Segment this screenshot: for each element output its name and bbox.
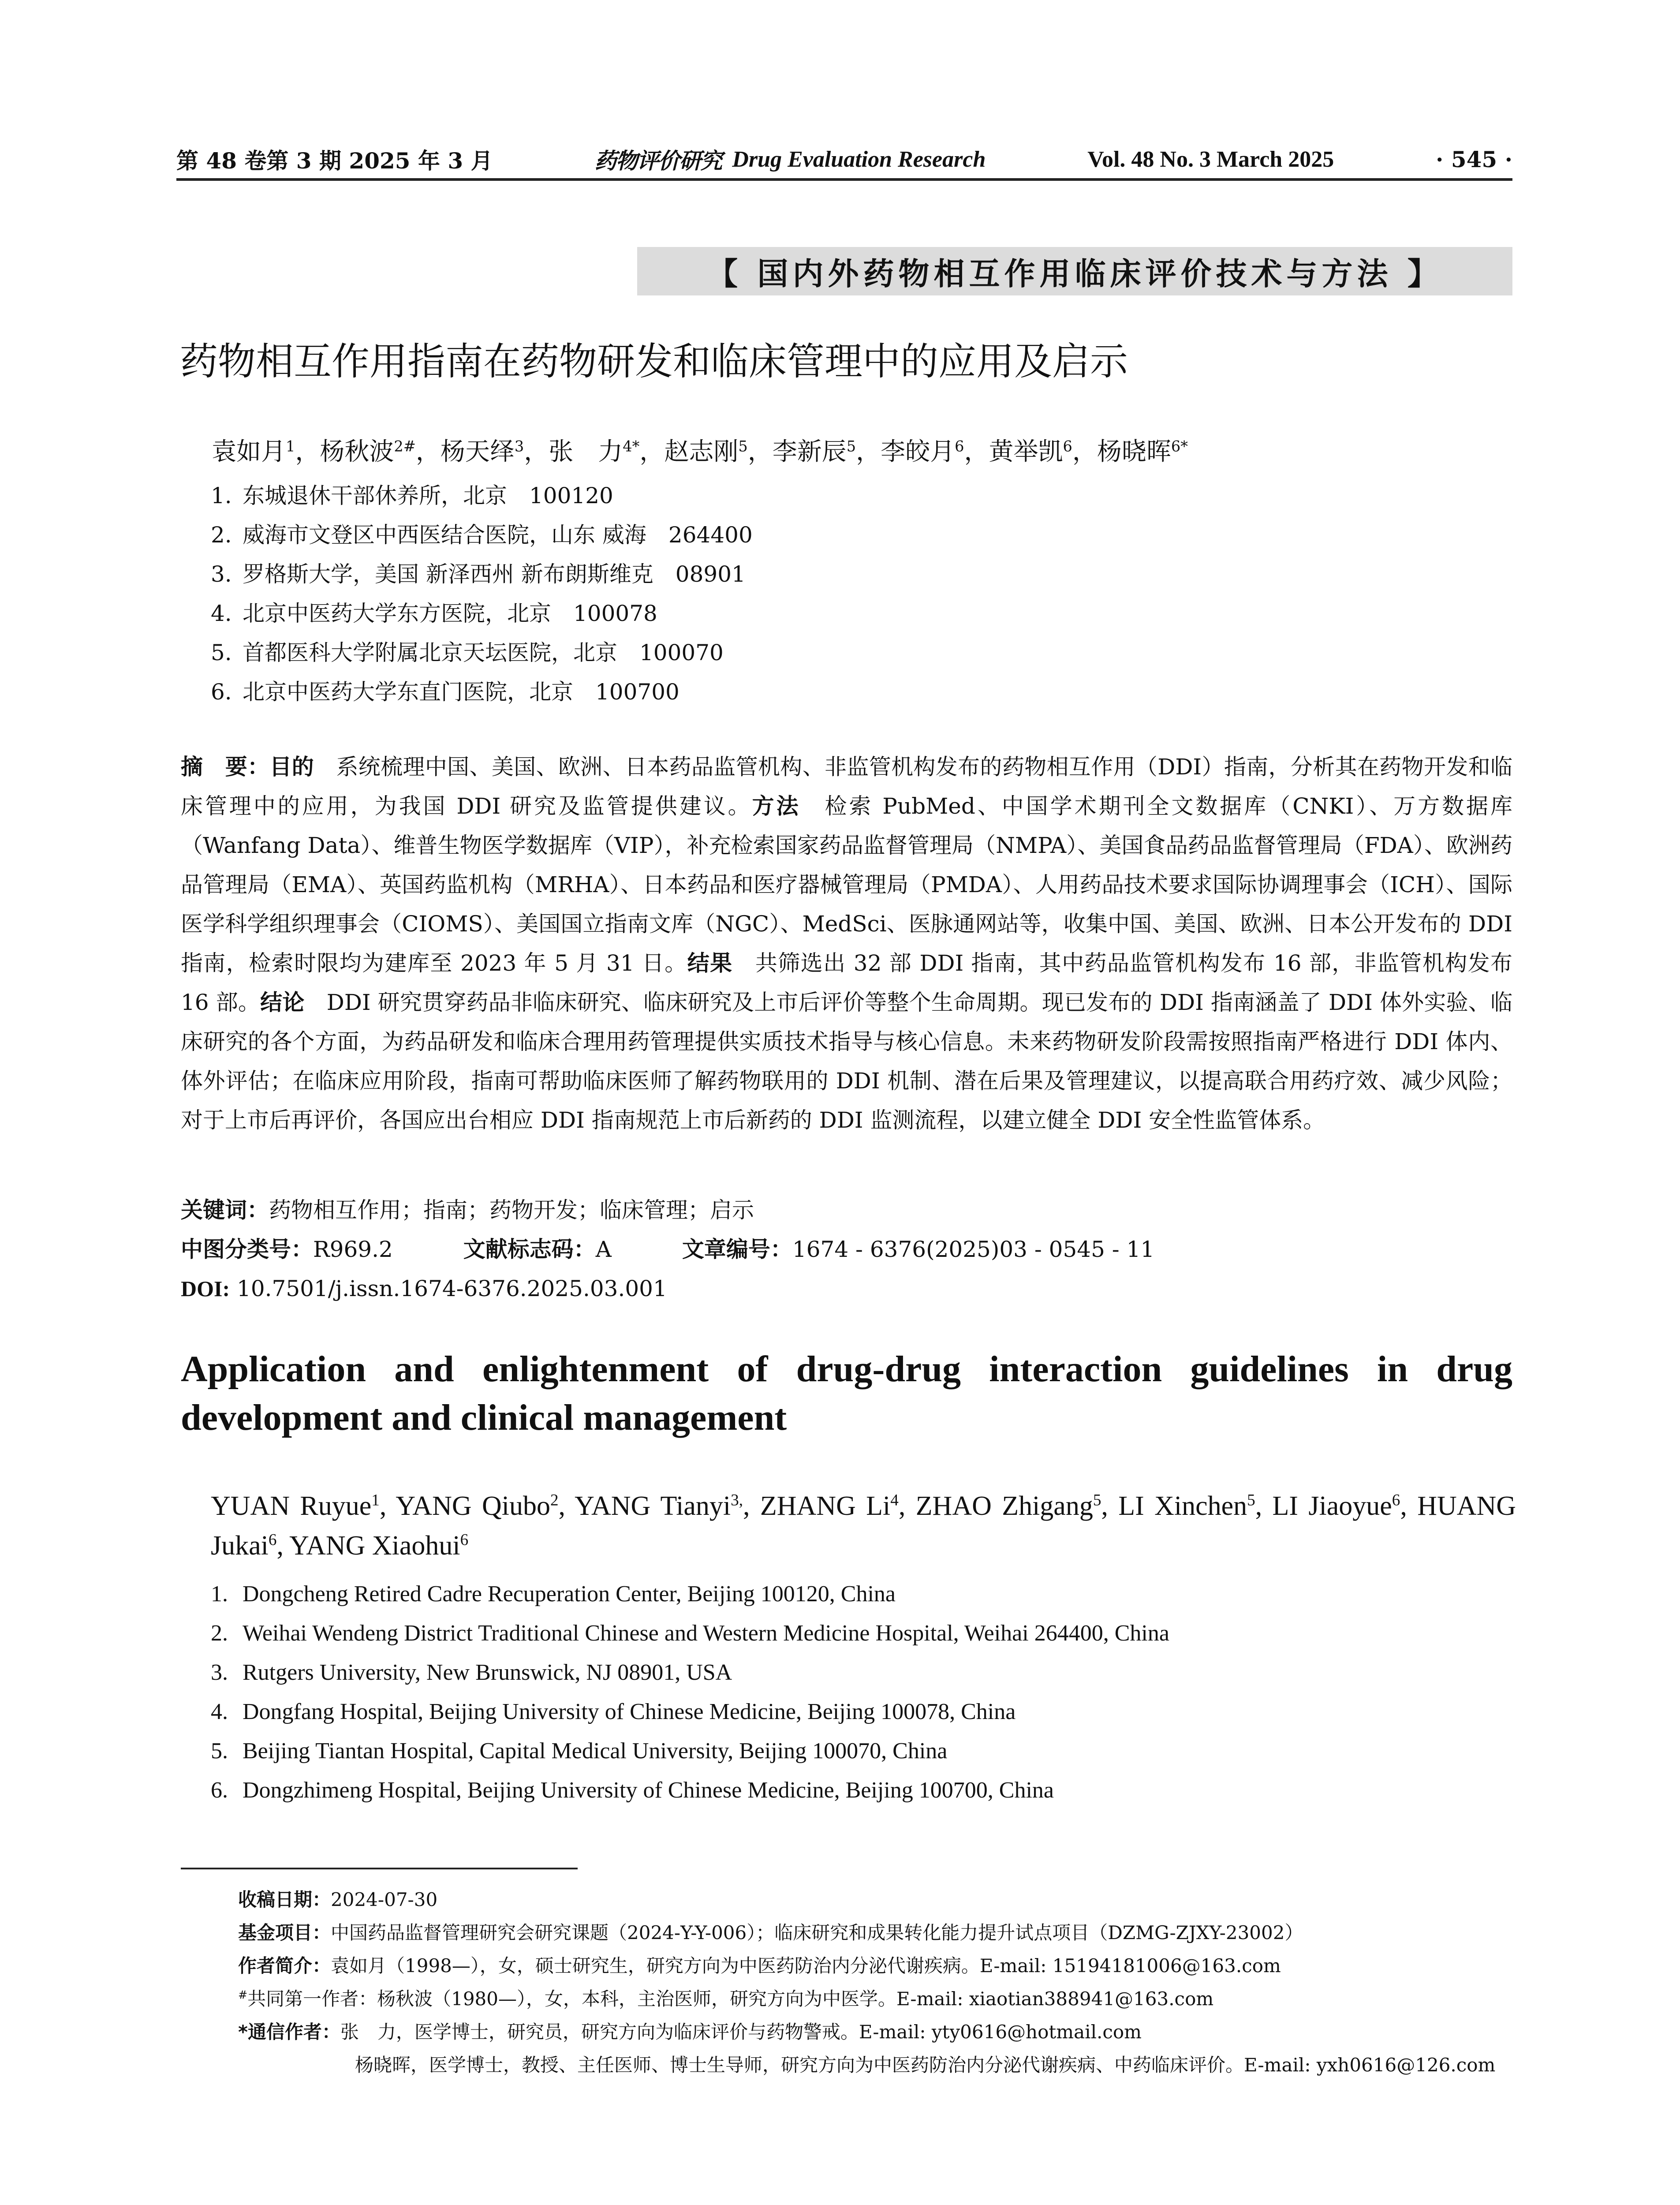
affiliation-item: 1. 东城退休干部休养所，北京 100120 <box>211 483 613 508</box>
fund-info: 基金项目：中国药品监督管理研究会研究课题（2024-Y-Y-006）；临床研究和成果转化能力提升试点项目（DZMG-ZJXY-23002） <box>238 1922 1303 1943</box>
page-number: · 545 · <box>1436 146 1512 172</box>
keywords-line <box>181 1191 1512 1230</box>
doi-value: 10.7501/j.issn.1674-6376.2025.03.001 <box>230 1276 667 1301</box>
affiliation-item: 2. Weihai Wendeng District Traditional Chinese and Western Medicine Hospital, Weihai 264400, China <box>211 1621 1169 1646</box>
author-affiliation-mark: 5 <box>738 437 748 455</box>
author-affiliation-mark: 1 <box>371 1491 380 1510</box>
journal-name-en: Drug Evaluation Research <box>732 146 986 172</box>
footnote-divider <box>181 1868 578 1869</box>
author-affiliation-mark: 6 <box>1392 1491 1400 1510</box>
objective-text: 系统梳理中国、美国、欧洲、日本药品监管机构、非监管机构发布的药物相互作用（DDI）指南，分析其在药物开发和临床管理中的应用，为我国 DDI 研究及监管提供建议。 <box>181 754 1513 819</box>
co-first-author: #共同第一作者：杨秋波（1980—），女，本科，主治医师，研究方向为中医学。E-mail: xiaotian388941@163.com <box>238 1988 1214 2010</box>
corresponding-author-2: 杨晓晖，医学博士，教授、主任医师、博士生导师，研究方向为中医药防治内分泌代谢疾病、中药临床评价。E-mail: yxh0616@126.com <box>355 2054 1496 2076</box>
article-no-label: 文章编号： <box>682 1237 792 1262</box>
affiliation-item: 6. 北京中医药大学东直门医院，北京 100700 <box>211 679 679 705</box>
author-name: 张 力 <box>549 437 623 466</box>
author-affiliation-mark: 5 <box>1093 1491 1101 1510</box>
author-name: ZHAO Zhigang <box>915 1491 1093 1521</box>
doi-line <box>181 1269 1512 1308</box>
author-list-cn: 袁如月$^1$，杨秋波$^{2\#}$，杨天绎$^3$，张 力$^{4*}$，赵志刚$^5$，李新辰$^5$，李皎月$^6$，黄举凯$^6$，杨晓晖$^{6*}$ <box>212 437 1188 466</box>
author-bio: 作者简介：袁如月（1998—），女，硕士研究生，研究方向为中医药防治内分泌代谢疾病。E-mail: 15194181006@163.com <box>238 1955 1281 1977</box>
conclusion-label: 结论 <box>260 990 305 1015</box>
author-name: HUANG Jukai <box>211 1491 1516 1561</box>
author-affiliation-mark: 6 <box>268 1531 277 1549</box>
corresponding-author: *通信作者：张 力，医学博士，研究员，研究方向为临床评价与药物警戒。E-mail: yty0616@hotmail.com <box>238 2021 1142 2043</box>
author-affiliation-mark: 3, <box>731 1491 743 1510</box>
author-name: 黄举凯 <box>989 437 1063 466</box>
classification-line <box>181 1230 1512 1269</box>
author-affiliation-mark: 5 <box>846 437 856 455</box>
objective-label: 目的 <box>269 754 314 780</box>
author-affiliation-mark: 4 <box>890 1491 899 1510</box>
author-name: LI Jiaoyue <box>1272 1491 1392 1521</box>
conclusion-text: DDI 研究贯穿药品非临床研究、临床研究及上市后评价等整个生命周期。现已发布的 DDI 指南涵盖了 DDI 体外实验、临床研究的各个方面，为药品研发和临床合理用药管理提供实质技术指导与核心信息。未来药物研发阶段需按照指南严格进行 DDI 体内、体外评估；在临床应用阶段，指南可帮助临床医师了解药物联用的 DDI 机制、潜在后果及管理建议，以提高联合用药疗效、减少风险；对于上市后再评价，各国应出台相应 DDI 指南规范上市后新药的 DDI 监测流程，以建立健全 DDI 安全性监管体系。 <box>181 990 1512 1133</box>
affiliation-item: 1. Dongcheng Retired Cadre Recuperation Center, Beijing 100120, China <box>211 1581 896 1607</box>
doc-code-label: 文献标志码： <box>463 1237 596 1262</box>
journal-logo-cn: 药物评价研究 <box>594 148 722 174</box>
author-affiliation-mark: 3 <box>514 437 524 455</box>
issue-info-cn: 第 48 卷第 3 期 2025 年 3 月 <box>176 148 493 174</box>
methods-text: 检索 PubMed、中国学术期刊全文数据库（CNKI）、万方数据库（Wanfang Data）、维普生物医学数据库（VIP），补充检索国家药品监督管理局（NMPA）、美国食品药品监督管理局（FDA）、欧洲药品管理局（EMA）、英国药监机构（MRHA）、日本药品和医疗器械管理局（PMDA）、人用药品技术要求国际协调理事会（ICH）、国际医学科学组织理事会（CIOMS）、美国国立指南文库（NGC）、MedSci、医脉通网站等，收集中国、美国、欧洲、日本公开发布的 DDI 指南，检索时限均为建库至 2023 年 5 月 31 日。 <box>181 793 1512 976</box>
clc-value: R969.2 <box>313 1237 393 1262</box>
doi-label: DOI: <box>181 1276 230 1301</box>
abstract-label: 摘 要： <box>181 754 270 780</box>
author-affiliation-mark: 6* <box>1171 437 1188 455</box>
footnotes <box>238 1883 1526 2082</box>
author-name: 杨秋波 <box>320 437 394 466</box>
results-text: 共筛选出 32 部 DDI 指南，其中药品监管机构发布 16 部，非监管机构发布 16 部。 <box>181 950 1513 1015</box>
affiliation-item: 6. Dongzhimeng Hospital, Beijing University of Chinese Medicine, Beijing 100700, China <box>211 1778 1054 1803</box>
running-header <box>176 140 1512 181</box>
author-affiliation-mark: 5 <box>1247 1491 1255 1510</box>
author-affiliation-mark: 2# <box>394 437 416 455</box>
author-name: 袁如月 <box>212 437 286 466</box>
author-name: 李新辰 <box>772 437 847 466</box>
author-name: YANG Tianyi <box>575 1491 731 1521</box>
abstract-cn <box>181 747 1512 1140</box>
article-title-en: Application and enlightenment of drug-drug interaction guidelines in drug development and clinical management <box>181 1349 1512 1438</box>
author-name: YANG Qiubo <box>396 1491 550 1521</box>
keywords-text: 药物相互作用；指南；药物开发；临床管理；启示 <box>269 1197 754 1223</box>
author-list-en: YUAN Ruyue$^1$, YANG Qiubo$^2$, YANG Tianyi$^{3,}$, ZHANG Li$^4$, ZHAO Zhigang$^5$, LI Xinchen$^5$, LI Jiaoyue$^6$, HUANG Jukai$^6$, YANG Xiaohui$^6$ <box>211 1491 1516 1561</box>
author-affiliation-mark: 1 <box>286 437 295 455</box>
author-name: LI Xinchen <box>1118 1491 1247 1521</box>
affiliation-list-cn <box>211 476 1534 712</box>
article-no-value: 1674 - 6376(2025)03 - 0545 - 11 <box>792 1237 1155 1262</box>
author-affiliation-mark: 6 <box>460 1531 469 1549</box>
author-affiliation-mark: 4* <box>623 437 640 455</box>
author-name: 李皎月 <box>881 437 955 466</box>
author-name: ZHANG Li <box>760 1491 891 1521</box>
author-affiliation-mark: 2 <box>550 1491 559 1510</box>
issue-info-en: Vol. 48 No. 3 March 2025 <box>1087 146 1334 172</box>
author-name: YUAN Ruyue <box>211 1491 372 1521</box>
author-name: YANG Xiaohui <box>289 1531 460 1561</box>
affiliation-item: 3. 罗格斯大学，美国 新泽西州 新布朗斯维克 08901 <box>211 561 746 587</box>
affiliation-list-en <box>211 1574 1534 1810</box>
affiliation-item: 4. 北京中医药大学东方医院，北京 100078 <box>211 601 657 626</box>
affiliation-item: 3. Rutgers University, New Brunswick, NJ 08901, USA <box>211 1660 732 1685</box>
affiliation-item: 4. Dongfang Hospital, Beijing University of Chinese Medicine, Beijing 100078, China <box>211 1699 1016 1724</box>
keywords-label: 关键词： <box>181 1197 269 1223</box>
doc-code-value: A <box>595 1237 612 1262</box>
methods-label: 方法 <box>752 793 801 819</box>
results-label: 结果 <box>687 950 733 976</box>
author-name: 赵志刚 <box>664 437 739 466</box>
section-banner: 【 国内外药物相互作用临床评价技术与方法 】 <box>637 247 1512 295</box>
affiliation-item: 5. 首都医科大学附属北京天坛医院，北京 100070 <box>211 640 724 665</box>
author-name: 杨晓晖 <box>1097 437 1171 466</box>
article-title-cn: 药物相互作用指南在药物研发和临床管理中的应用及启示 <box>180 340 1128 384</box>
author-affiliation-mark: 6 <box>955 437 964 455</box>
author-name: 杨天绎 <box>440 437 515 466</box>
author-affiliation-mark: 6 <box>1063 437 1072 455</box>
abstract-paragraph <box>181 747 1512 1140</box>
journal-brand <box>594 143 986 175</box>
clc-label: 中图分类号： <box>181 1237 313 1262</box>
received-date: 收稿日期：2024-07-30 <box>238 1889 438 1910</box>
affiliation-item: 5. Beijing Tiantan Hospital, Capital Medical University, Beijing 100070, China <box>211 1738 948 1764</box>
affiliation-item: 2. 威海市文登区中西医结合医院，山东 威海 264400 <box>211 522 753 548</box>
